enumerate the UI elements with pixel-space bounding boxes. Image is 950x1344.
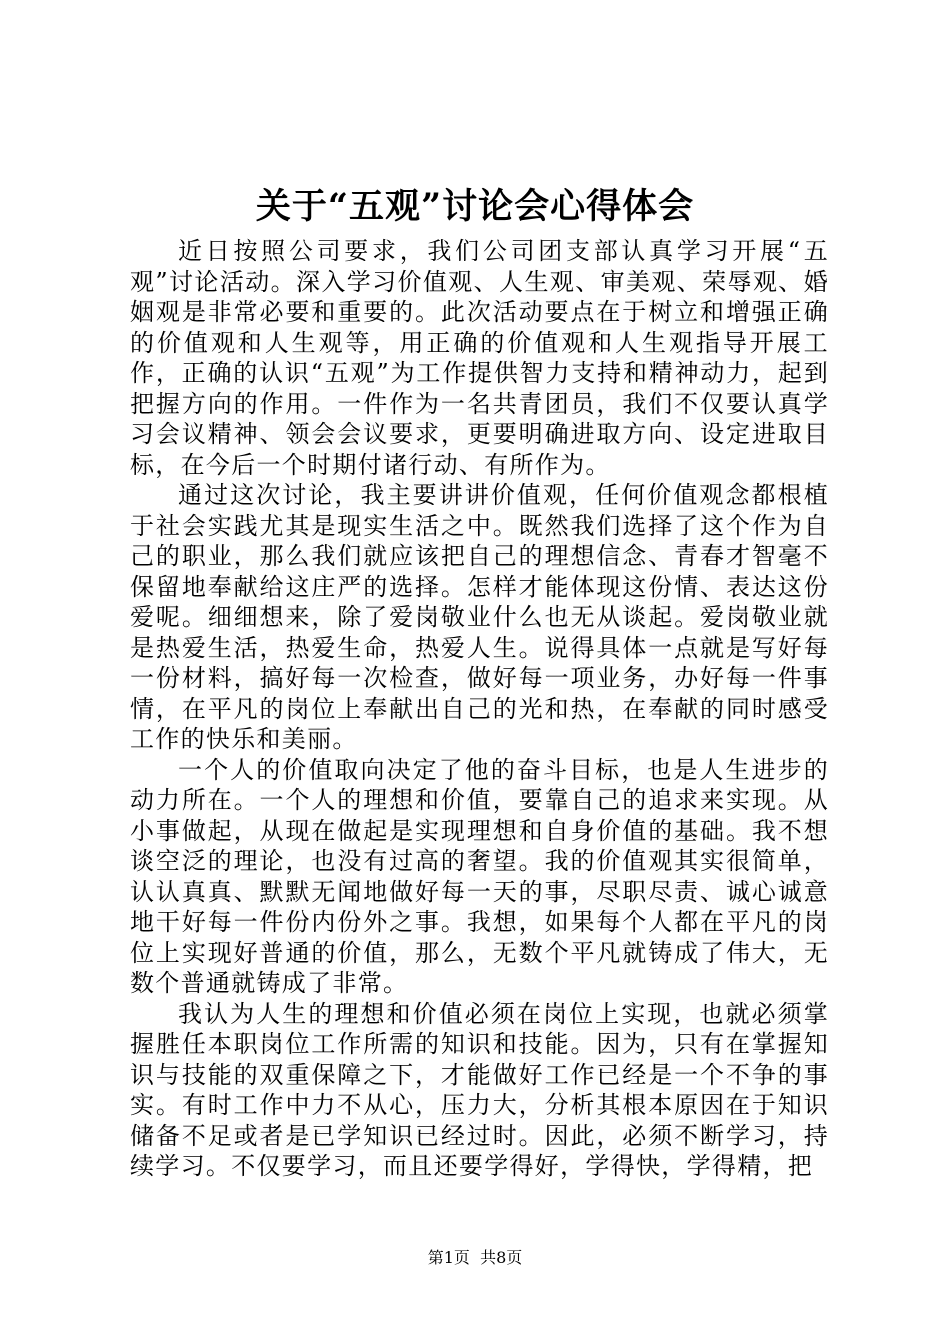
document-title: 关于“五观”讨论会心得体会 [255, 186, 695, 227]
page-footer [0, 1248, 950, 1268]
paragraph-3: 一个人的价值取向决定了他的奋斗目标，也是人生进步的动力所在。一个人的理想和价值，要靠自己的追求来实现。从小事做起，从现在做起是实现理想和自身价值的基础。我不想谈空泛的理论，也没有过高的奢望。我的价值观其实很简单，认认真真、默默无闻地做好每一天的事，尽职尽责、诚心诚意地干好每一件份内份外之事。我想，如果每个人都在平凡的岗位上实现好普通的价值，那么，无数个平凡就铸成了伟大，无数个普通就铸成了非常。 [130, 755, 829, 997]
paragraph-2: 通过这次讨论，我主要讲讲价值观，任何价值观念都根植于社会实践尤其是现实生活之中。既然我们选择了这个作为自己的职业，那么我们就应该把自己的理想信念、青春才智毫不保留地奉献给这庄严的选择。怎样才能体现这份情、表达这份爱呢。细细想来，除了爱岗敬业什么也无从谈起。爱岗敬业就是热爱生活，热爱生命，热爱人生。说得具体一点就是写好每一份材料，搞好每一次检查，做好每一项业务，办好每一件事情，在平凡的岗位上奉献出自己的光和热，在奉献的同时感受工作的快乐和美丽。 [130, 481, 829, 753]
paragraph-4: 我认为人生的理想和价值必须在岗位上实现，也就必须掌握胜任本职岗位工作所需的知识和技能。因为，只有在掌握知识与技能的双重保障之下，才能做好工作已经是一个不争的事实。有时工作中力不从心，压力大，分析其根本原因在于知识储备不足或者是已学知识已经过时。因此，必须不断学习，持续学习。不仅要学习，而且还要学得好，学得快，学得精，把 [130, 999, 829, 1180]
page-total: 共8页 [480, 1248, 523, 1267]
page-number: 第1页 [427, 1248, 470, 1267]
document-body [130, 236, 829, 1182]
paragraph-1: 近日按照公司要求，我们公司团支部认真学习开展“五观”讨论活动。深入学习价值观、人生观、审美观、荣辱观、婚姻观是非常必要和重要的。此次活动要点在于树立和增强正确的价值观和人生观等，用正确的价值观和人生观指导开展工作，正确的认识“五观”为工作提供智力支持和精神动力，起到把握方向的作用。一件作为一名共青团员，我们不仅要认真学习会议精神、领会会议要求，更要明确进取方向、设定进取目标，在今后一个时期付诸行动、有所作为。 [130, 237, 829, 479]
footer-separator [470, 1248, 480, 1267]
